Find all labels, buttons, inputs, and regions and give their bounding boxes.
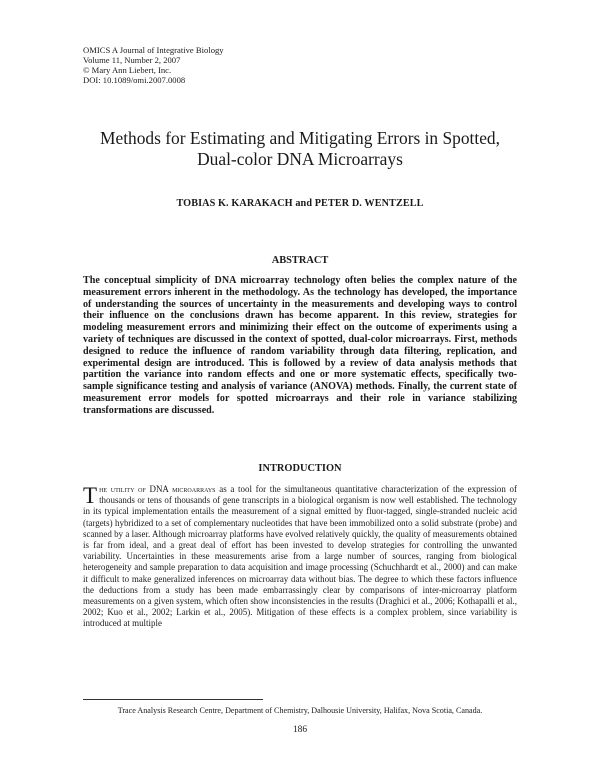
- journal-name: OMICS A Journal of Integrative Biology: [83, 45, 224, 55]
- journal-header: [83, 45, 224, 85]
- footnote-rule: [83, 699, 263, 700]
- introduction-heading: INTRODUCTION: [258, 463, 342, 474]
- intro-smallcaps-lead: he utility of: [99, 484, 146, 494]
- page-number: 186: [292, 725, 308, 735]
- article-title-line-1: Methods for Estimating and Mitigating Errors in Spotted,: [100, 128, 500, 148]
- article-title-line-2: Dual-color DNA Microarrays: [197, 149, 403, 169]
- intro-body-text: as a tool for the simultaneous quantitative characterization of the expression of thousands or tens of thousands of gene transcripts in a biological organism is now well established. The technology in its typical implementation entails the measurement of a signal emitted by fluor-tagged, single-stranded nucleic acid (targets) hybridized to a set of complementary nucleotides that have been immobilized onto a solid substrate (probe) and scanned by a laser. Although microarray platforms have evolved relatively quickly, the quality of measurements obtained is far from ideal, and a great deal of effort has been invested to develop strategies for controlling the unwanted variability. Uncertainties in these measurements arise from a large number of sources, ranging from biological heterogeneity and sample preparation to data acquisition and image processing (Schuchhardt et al., 2000) and can make it difficult to make generalized inferences on microarray data without bias. The degree to which these factors influence the deductions from a study has been made embarrassingly clear by comparisons of inter-microarray platform measurements on a given system, which often show inconsistencies in the results (Draghici et al., 2006; Kothapalli et al., 2002; Kuo et al., 2002; Larkin et al., 2005). Mitigation of these effects is a complex problem, since variability is introduced at multiple: [83, 484, 518, 629]
- journal-volume: Volume 11, Number 2, 2007: [83, 55, 181, 65]
- authors: TOBIAS K. KARAKACH and PETER D. WENTZELL: [176, 198, 424, 209]
- drop-cap: T: [83, 483, 98, 508]
- journal-copyright: © Mary Ann Liebert, Inc.: [83, 65, 172, 75]
- article-title: [40, 128, 560, 170]
- abstract-heading: ABSTRACT: [271, 255, 329, 266]
- intro-lead-word: DNA: [145, 484, 173, 494]
- abstract-text: The conceptual simplicity of DNA microarray technology often belies the complex nature of the measurement errors inherent in the methodology. As the technology has developed, the importance of understanding the sources of uncertainty in the measurements and developing ways to control their influence on the conclusions drawn has become apparent. In this review, strategies for modeling measurement errors and minimizing their effect on the outcome of experiments using a variety of techniques are discussed in the context of spotted, dual-color microarrays. First, methods designed to reduce the influence of random variability through data filtering, replication, and experimental design are introduced. This is followed by a review of data analysis methods that partition the variance into random effects and one or more systematic effects, specifically two-sample significance testing and analysis of variance (ANOVA) methods. Finally, the current state of measurement error models for spotted microarrays and their role in variance stabilizing transformations are discussed.: [83, 275, 517, 416]
- introduction-text: [83, 484, 517, 630]
- intro-smallcaps-lead-2: microarrays: [172, 484, 216, 494]
- affiliation-footnote: Trace Analysis Research Centre, Department of Chemistry, Dalhousie University, Halifax, Nova Scotia, Canada.: [117, 706, 483, 715]
- journal-doi: DOI: 10.1089/omi.2007.0008: [83, 75, 186, 85]
